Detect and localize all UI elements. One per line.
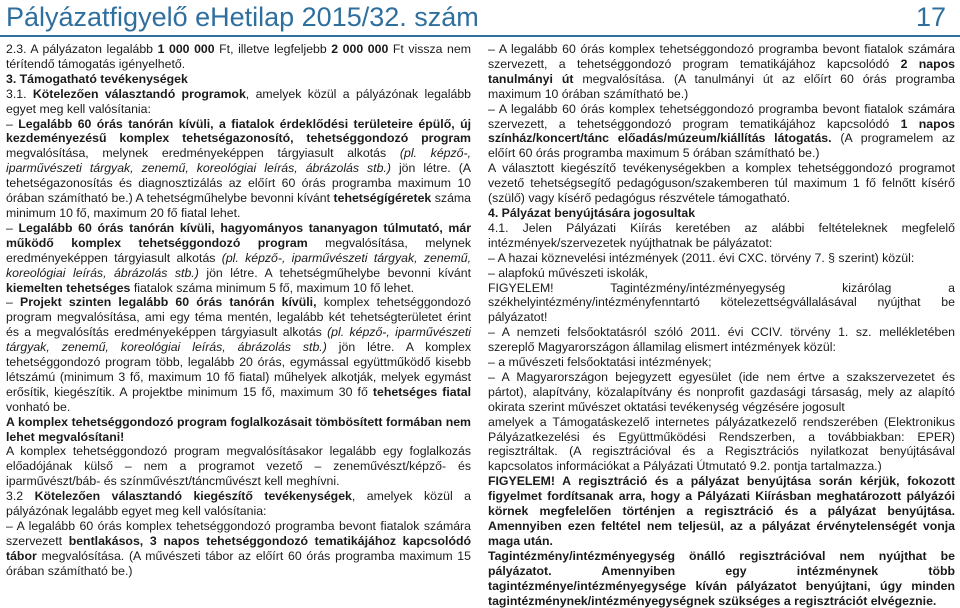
paragraph — [6, 117, 471, 221]
text-run: (pl. képző-, iparművészeti tárgyak, zenemű, koreológiai leírás, ábrázolás stb.) — [6, 325, 471, 355]
left-text-column — [6, 42, 471, 579]
page-title: Pályázatfigyelő eHetilap 2015/32. szám — [6, 2, 479, 32]
text-run: megvalósítása. (A tanulmányi út az előírt 60 órás programba maximum 10 órában számítható be.) — [488, 71, 956, 101]
text-run: 4.1. Jelen Pályázati Kiírás keretében az alábbi feltételeknek megfelelő intézmények/szervezetek nyújthatnak be pályázatot: — [488, 220, 955, 250]
paragraph — [488, 474, 955, 549]
paragraph — [6, 72, 471, 87]
text-run: A komplex tehetséggondozó program megvalósításakor legalább egy foglalkozás előadójának külső – nem a programot vezető – zeneművészt/képző- és iparművészt/báb- és színművészt/táncművészt kell meghívni. — [6, 444, 471, 489]
paragraph — [488, 415, 955, 475]
text-run: – A nemzeti felsőoktatásról szóló 2011. évi CCIV. törvény 1. sz. mellékletében szereplő Magyarországon államilag elismert intézmények közül: — [488, 325, 955, 355]
paragraph — [488, 281, 955, 326]
text-run: Tagintézmény/intézményegység önálló regisztrációval nem nyújthat be pályázatot. Amennyiben egy intézménynek több tagintézménye/intézményegysége kíván pályázatot benyújtani, úgy minden tagintézménynek/intézményegységnek szükséges a regisztrációt elvégeznie. — [488, 548, 955, 608]
text-run: (pl. képző-, iparművészeti tárgyak, zenemű, koreológiai leírás, ábrázolás stb.) — [6, 250, 472, 280]
paragraph — [6, 415, 471, 445]
paragraph — [488, 206, 955, 221]
text-run: 3. Támogatható tevékenységek — [6, 71, 188, 86]
paragraph — [6, 42, 471, 72]
text-run: fiatalok száma minimum 5 fő, maximum 10 fő lehet. — [130, 280, 415, 295]
paragraph — [488, 251, 955, 266]
text-run: A választott kiegészítő tevékenységekben a komplex tehetséggondozó programot vezető tehetségsegítő pedagóguson/szakemberen túl maximum 1 fő felnőtt kísérő (szülő) vagy kísérő pedagógus részvétele támogatható. — [488, 161, 955, 206]
paragraph — [488, 549, 955, 608]
text-run: 4. Pályázat benyújtására jogosultak — [488, 205, 696, 220]
text-run: bentlakásos, 3 napos tehetséggondozó tematikájához kapcsolódó tábor — [6, 533, 471, 563]
text-run: megvalósítása, melynek eredményeképpen tárgyiasult alkotás — [6, 146, 400, 161]
header-divider — [0, 35, 960, 37]
paragraph — [488, 42, 955, 102]
text-run: – alapfokú művészeti iskolák, — [488, 265, 648, 280]
text-run: Kötelezően választandó kiegészítő tevékenységek — [34, 489, 352, 504]
text-run: Kötelezően választandó programok — [32, 86, 246, 101]
text-run: vonható be. — [6, 399, 71, 414]
text-run: Legalább 60 órás tanórán kívüli, a fiatalok érdeklődési területeire épülő, új kezdeményezésű komplex tehetségazonosító, tehetséggondozó program — [6, 116, 472, 146]
text-run: komplex tehetséggondozó program megvalósítása, ami egy téma mentén, legalább két tehetségterületet érint és a megvalósítás eredményeképpen tárgyiasult alkotás — [6, 295, 472, 340]
text-run: – — [6, 220, 19, 235]
text-run: 2.3. A pályázaton legalább — [6, 42, 158, 56]
text-run: – a művészeti felsőoktatási intézmények; — [488, 355, 712, 370]
text-run: , amelyek közül a pályázónak legalább egyet meg kell valósítania: — [6, 489, 471, 519]
text-run: , amelyek közül a pályázónak legalább egyet meg kell valósítania: — [6, 86, 472, 116]
text-run: – A hazai köznevelési intézmények (2011. évi CXC. törvény 7. § szerint) közül: — [488, 250, 915, 265]
paragraph — [6, 87, 471, 117]
paragraph — [6, 444, 471, 489]
text-run: 2 napos tanulmányi út — [488, 56, 955, 86]
paragraph — [488, 370, 955, 415]
text-run: megvalósítása. (A művészeti tábor az előírt 60 órás programba maximum 15 órában számítható be.) — [6, 548, 471, 578]
text-run: Ft, illetve legfeljebb — [214, 42, 332, 56]
right-text-column — [488, 42, 955, 608]
text-run: Legalább 60 órás tanórán kívüli, hagyományos tananyagon túlmutató, már működő komplex tehetséggondozó program — [6, 220, 471, 250]
text-run: FIGYELEM! A regisztráció és a pályázat benyújtása során kérjük, fokozott figyelmet fordítsanak arra, hogy a Pályázati Kiírásban meghatározott pályázói körnek megfelelően történjen a regisztráció és a pályázat benyújtása. Amennyiben ezen feltétel nem teljesül, az a pályázat érvénytelenségét vonja maga után. — [488, 474, 955, 548]
text-run: amelyek a Támogatáskezelő internetes pályázatkezelő rendszerében (Elektronikus Pályázatkezelési és Együttműködési Rendszerben, a továbbiakban: EPER) regisztráltak. (A regisztrációval és a Regisztrációs nyilatkozat benyújtásával kapcsolatos információkat a Pályázati Útmutató 9.2. pontja tartalmazza.) — [488, 414, 955, 474]
text-run: A komplex tehetséggondozó program foglalkozásait tömbösített formában nem lehet megvalósítani! — [6, 414, 471, 444]
paragraph — [488, 102, 955, 162]
text-run: jön létre. A tehetségműhelybe bevonni kívánt — [198, 265, 471, 280]
text-run: 2 000 000 — [331, 42, 389, 56]
text-run: – A legalább 60 órás komplex tehetséggondozó programba bevont fiatalok számára szervezett, a tehetséggondozó program tematikájához kapcsolódó — [488, 101, 955, 131]
text-run: FIGYELEM! Tagintézmény/intézményegység kizárólag a székhelyintézmény/intézményfenntartó kötelezettségvállalásával nyújthat be pályázatot! — [488, 280, 955, 325]
text-run: – A legalább 60 órás komplex tehetséggondozó programba bevont fiatalok számára szervezett, a tehetséggondozó program tematikájához kapcsolódó — [488, 42, 955, 71]
text-run: (pl. képző-, iparművészeti tárgyak, zenemű, koreológiai leírás, ábrázolás stb.) — [6, 146, 472, 176]
paragraph — [6, 295, 471, 414]
text-run: tehetséges fiatal — [372, 384, 471, 399]
paragraph — [488, 221, 955, 251]
text-run: – — [6, 116, 19, 131]
paragraph — [6, 489, 471, 519]
text-run: 1 000 000 — [157, 42, 215, 56]
paragraph — [488, 266, 955, 281]
text-run: – A Magyarországon bejegyzett egyesület (ide nem értve a szakszervezetet és pártot), alapítvány, közalapítvány és nonprofit gazdasági társaság, mely az alapító okirata szerint művészet oktatási tevékenység végzésére jogosult — [488, 369, 955, 414]
text-run: 3.1. — [6, 86, 33, 101]
page-header — [0, 0, 960, 40]
paragraph — [6, 519, 471, 579]
paragraph — [488, 355, 955, 370]
text-run: tehetségígéretek — [333, 191, 432, 206]
paragraph — [488, 325, 955, 355]
text-run: kiemelten tehetséges — [6, 280, 131, 295]
text-run: – A legalább 60 órás komplex tehetséggondozó programba bevont fiatalok számára szervezett — [6, 519, 471, 548]
text-run: 3.2 — [6, 489, 35, 504]
text-run: (A programelem az előírt 60 órás programba maximum 5 órában számítható be.) — [488, 131, 955, 161]
text-run: – — [6, 295, 21, 310]
paragraph — [488, 161, 955, 206]
text-run: száma minimum 10 fő, maximum 20 fő fiatal lehet. — [6, 191, 471, 220]
paragraph — [6, 221, 471, 296]
text-run: jön létre. (A tehetségazonosítás és diagnosztizálás az előírt 60 órás programba maximum 10 órában számítható be.) A tehetségműhelybe bevonni kívánt — [6, 161, 471, 206]
text-run: Ft vissza nem térítendő támogatás igényelhető. — [6, 42, 471, 71]
text-run: jön létre. A komplex tehetséggondozó program több, legalább 20 órás, egymással együttműködő kisebb létszámú (minimum 3 fő, maximum 10 fő fiatal) műhelyek alkotják, melyek egymást erősítik, kiegészítik. A projektbe minimum 15 fő, maximum 30 fő — [6, 340, 471, 399]
text-run: megvalósítása, melynek eredményeképpen tárgyiasult alkotás — [6, 235, 472, 265]
page-number: 17 — [915, 2, 946, 32]
text-run: 1 napos színház/koncert/tánc előadás/múzeum/kiállítás látogatás. — [488, 116, 955, 146]
text-run: Projekt szinten legalább 60 órás tanórán kívüli, — [20, 295, 317, 310]
